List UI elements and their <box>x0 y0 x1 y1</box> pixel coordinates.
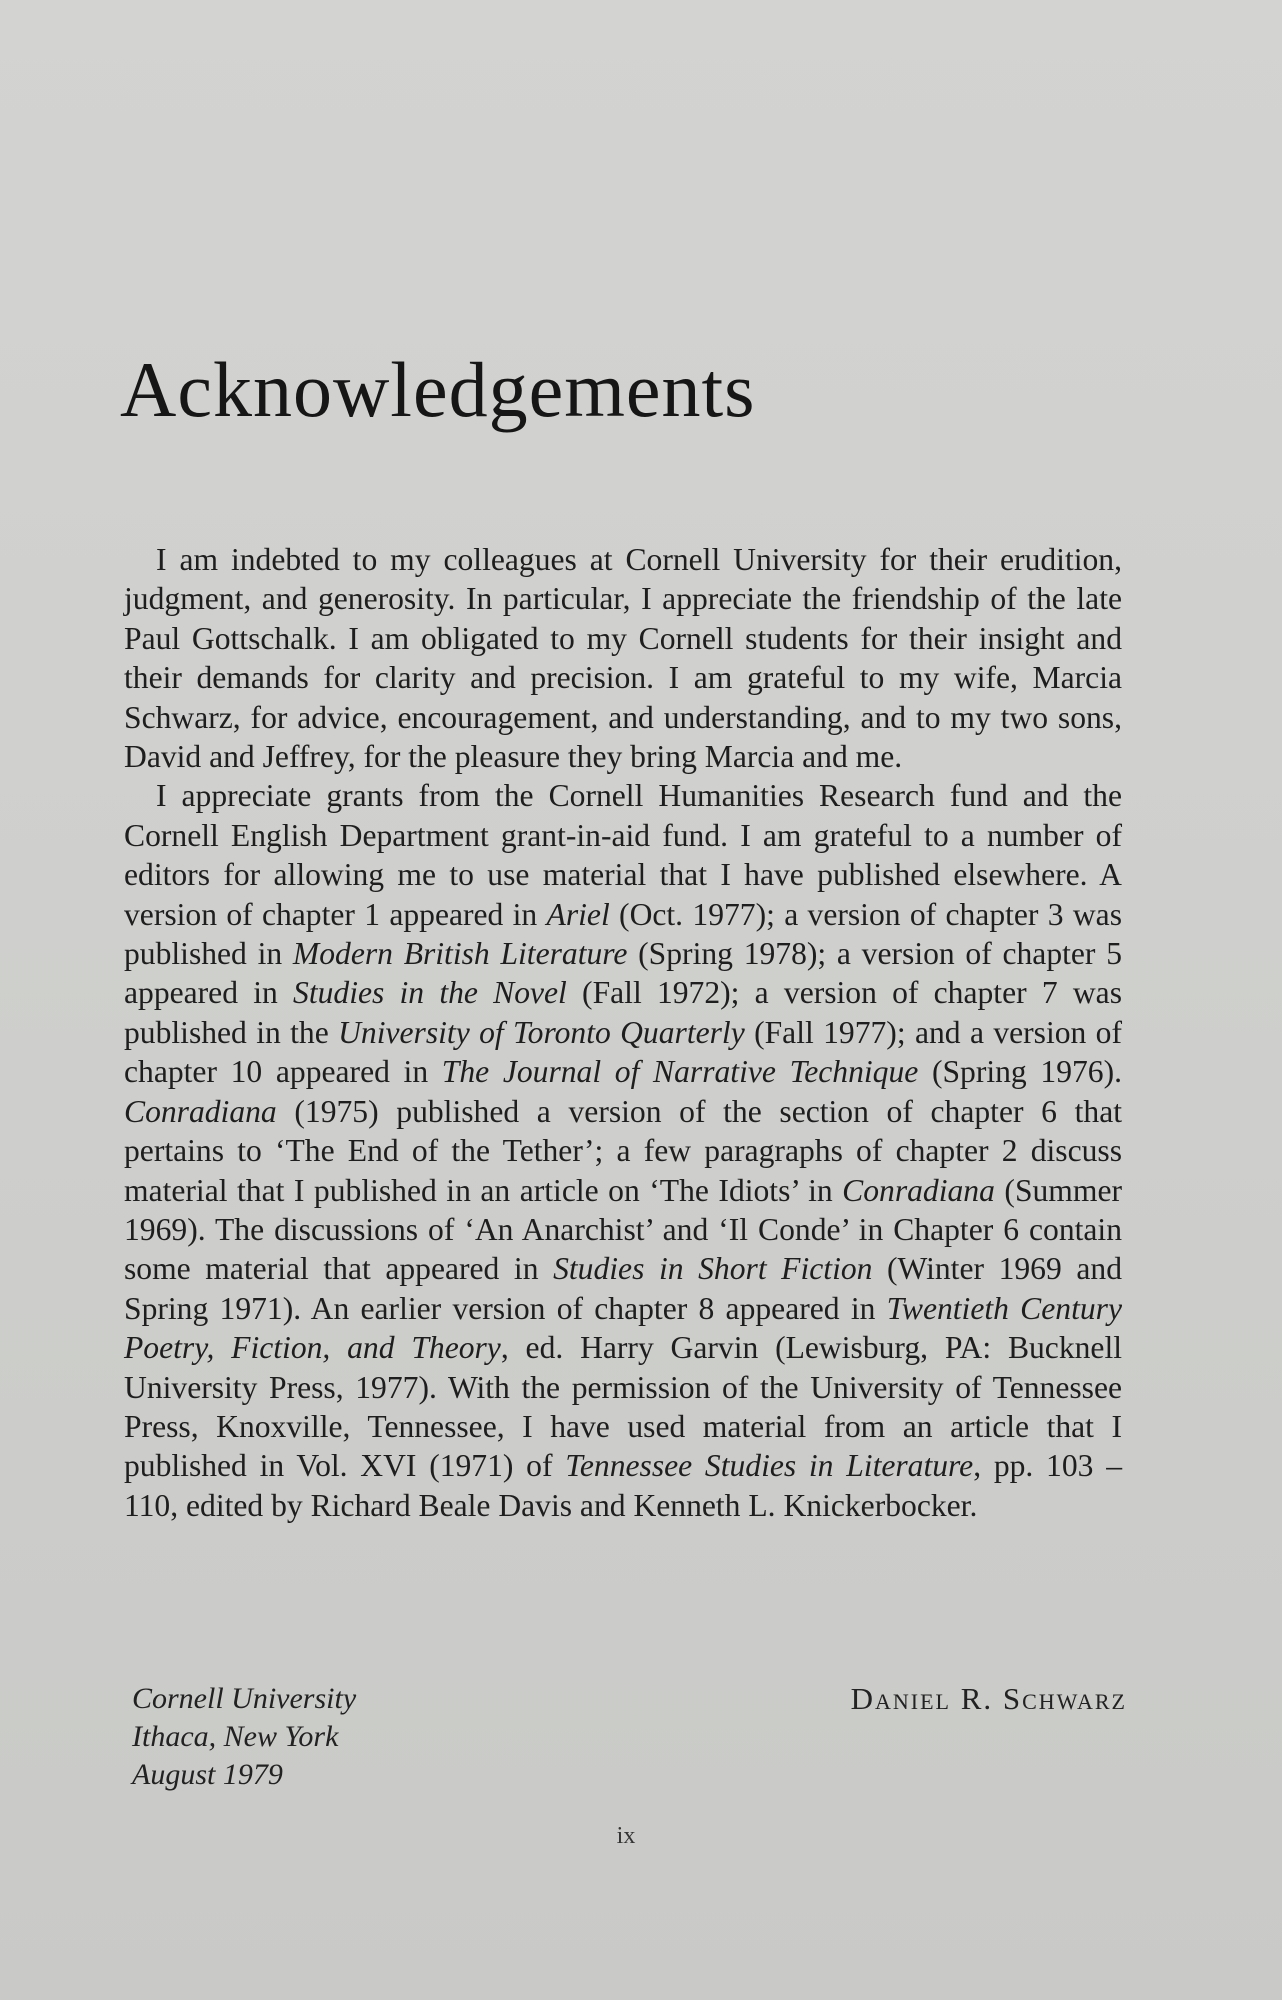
italic-title: Ariel <box>546 896 610 932</box>
italic-title: The Journal of Narrative Technique <box>441 1054 919 1090</box>
italic-title: University of Toronto Quarterly <box>338 1014 745 1050</box>
signoff-author: Daniel R. Schwarz <box>850 1681 1127 1716</box>
page-title: Acknowledgements <box>120 346 756 433</box>
italic-title: Twentieth Century Poetry, Fiction, and Theory <box>124 1290 1122 1366</box>
acknowledgements-body <box>124 540 1122 1525</box>
page-number: ix <box>616 1823 636 1849</box>
italic-title: Conradiana <box>124 1093 277 1129</box>
text-run: (Fall 1977); and a version of chapter 10 appeared in <box>124 1014 1123 1090</box>
signoff <box>132 1680 1127 1794</box>
paragraph <box>124 776 1122 1525</box>
paragraph <box>124 540 1122 776</box>
italic-title: Modern British Literature <box>292 936 628 972</box>
italic-title: Tennessee Studies in Literature <box>565 1448 974 1484</box>
signoff-city: Ithaca, New York <box>132 1720 339 1753</box>
text-run: (Fall 1972); a version of chapter 7 was published in the <box>124 975 1122 1050</box>
italic-title: Studies in Short Fiction <box>553 1251 873 1287</box>
text-run: , ed. Harry Garvin (Lewisburg, PA: Bucknell University Press, 1977). With the permission of the University of Tennessee Press, Knoxville, Tennessee, I have used material from an article that I published in Vol. XVI (1971) of <box>124 1330 1123 1484</box>
text-run: (Spring 1976). <box>918 1054 1123 1090</box>
signoff-institution: Cornell University <box>132 1682 357 1715</box>
text-run: (1975) published a version of the section of chapter 6 that pertains to ‘The End of the Tether’; a few paragraphs of chapter 2 discuss material that I published in an article on ‘The Idiots’ in <box>124 1093 1122 1208</box>
text-run: (Winter 1969 and Spring 1971). An earlier version of chapter 8 appeared in <box>124 1251 1122 1326</box>
text-run: , pp. 103 – 110, edited by Richard Beale Davis and Kenneth L. Knickerbocker. <box>124 1448 1122 1523</box>
text-run: I am indebted to my colleagues at Cornell University for their erudition, judgment, and generosity. In particular, I appreciate the friendship of the late Paul Gottschalk. I am obligated to my Cornell students for their insight and their demands for clarity and precision. I am grateful to my wife, Marcia Schwarz, for advice, encouragement, and understanding, and to my two sons, David and Jeffrey, for the pleasure they bring Marcia and me. <box>124 542 1122 775</box>
signoff-date: August 1979 <box>132 1758 283 1791</box>
text-run: I appreciate grants from the Cornell Humanities Research fund and the Cornell English Department grant-in-aid fund. I am grateful to a number of editors for allowing me to use material that I have published elsewhere. A version of chapter 1 appeared in <box>124 778 1122 932</box>
text-run: (Summer 1969). The discussions of ‘An Anarchist’ and ‘Il Conde’ in Chapter 6 contain some material that appeared in <box>124 1172 1123 1287</box>
text-run: (Spring 1978); a version of chapter 5 appeared in <box>124 936 1122 1011</box>
italic-title: Conradiana <box>842 1172 995 1208</box>
text-run: (Oct. 1977); a version of chapter 3 was published in <box>124 896 1122 972</box>
italic-title: Studies in the Novel <box>293 975 567 1011</box>
